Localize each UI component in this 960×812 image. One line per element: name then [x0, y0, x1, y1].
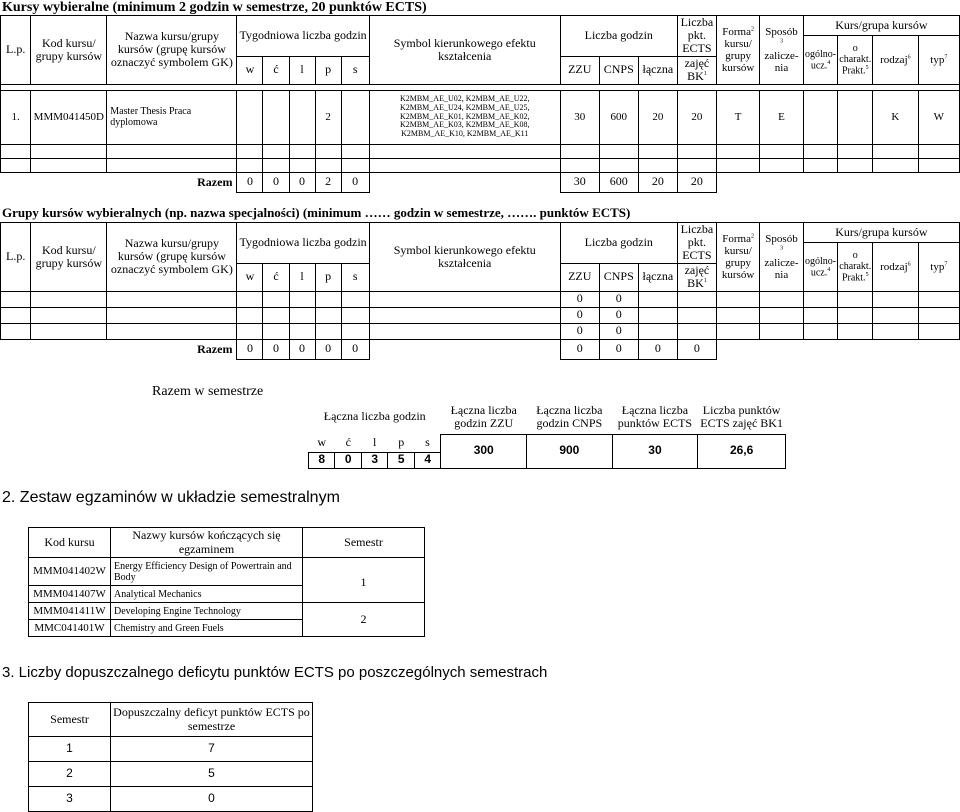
g-header-p: p: [315, 263, 341, 291]
exam-nazwa: Developing Engine Technology: [111, 603, 303, 620]
exams-h-nazwy: Nazwy kursów kończących się egzaminem: [111, 528, 303, 558]
g-header-c: ć: [263, 263, 289, 291]
header-liczba-pkt: Liczba pkt. ECTS: [677, 16, 716, 57]
g-header-o-charakt: o charakt. Prakt.$^5$: [838, 243, 873, 292]
deficit-h-semestr: Semestr: [29, 703, 111, 737]
table-row: [1, 323, 960, 339]
header-kurs-grupa: Kurs/grupa kursów: [803, 16, 959, 36]
g-razem-p: 0: [315, 339, 341, 359]
summary-vc: 0: [335, 452, 361, 468]
row-rodzaj: K: [873, 90, 919, 144]
g-header-rodzaj: rodzaj$^6$: [873, 243, 919, 292]
razem-zzu: 30: [560, 172, 599, 192]
summary-c: ć: [345, 435, 351, 450]
exam-kod: MMM041407W: [29, 586, 111, 603]
g-header-zzu: ZZU: [560, 263, 599, 291]
deficit-value: 7: [111, 737, 313, 762]
header-laczna: łączna: [638, 56, 677, 84]
row-nazwa: Master Thesis Praca dyplomowa: [107, 90, 237, 144]
summary-col5: Liczba punktów ECTS zajęć BK1: [700, 402, 783, 430]
row-p: 2: [315, 90, 341, 144]
exam-kod: MMM041411W: [29, 603, 111, 620]
g-razem-s: 0: [341, 339, 369, 359]
summary-col3: Łączna liczba godzin CNPS: [536, 402, 603, 430]
summary-s: s: [425, 435, 430, 450]
g-header-l: l: [289, 263, 315, 291]
header-rodzaj: rodzaj$^6$: [873, 36, 919, 85]
g-header-w: w: [237, 263, 263, 291]
g-header-lp: L.p.: [1, 223, 31, 292]
g-header-forma: Forma$^2$ kursu/ grupy kursów: [716, 223, 759, 292]
deficit-semestr: 2: [29, 762, 111, 787]
row-laczna: 20: [638, 90, 677, 144]
row-typ: W: [918, 90, 959, 144]
exam-semestr-1: 1: [303, 558, 425, 603]
summary-col4: Łączna liczba punktów ECTS: [617, 402, 693, 430]
g-row-cnps: 0: [599, 307, 638, 323]
g-razem-zzu: 0: [560, 339, 599, 359]
header-liczba-godzin: Liczba godzin: [560, 16, 677, 57]
header-l: l: [289, 56, 315, 84]
header-typ: typ$^7$: [918, 36, 959, 85]
row-prakt: [838, 90, 873, 144]
table-row: [29, 762, 313, 787]
g-razem-bk: 0: [677, 339, 716, 359]
exam-nazwa: Analytical Mechanics: [111, 586, 303, 603]
header-kod: Kod kursu/ grupy kursów: [31, 16, 107, 85]
summary-col2: Łączna liczba godzin ZZU: [450, 402, 517, 430]
exam-nazwa: Energy Efficiency Design of Powertrain and Body: [111, 558, 303, 586]
elective-groups-table: [0, 222, 960, 360]
exams-table: [28, 527, 425, 637]
row-w: [237, 90, 263, 144]
razem-c: 0: [263, 172, 289, 192]
header-c: ć: [263, 56, 289, 84]
g-razem-laczna: 0: [638, 339, 677, 359]
table-row: [1, 307, 960, 323]
table-row: [1, 90, 960, 144]
header-nazwa: Nazwa kursu/grupy kursów (grupę kursów oznaczyć symbolem GK): [107, 16, 237, 85]
exam-kod: MMC041401W: [29, 620, 111, 637]
header-p: p: [315, 56, 341, 84]
summary-zzu: 300: [441, 434, 527, 468]
g-header-zajec-bk: zajęć $BK^1$: [677, 263, 716, 291]
g-header-liczba-pkt: Liczba pkt. ECTS: [677, 223, 716, 264]
g-razem-w: 0: [237, 339, 263, 359]
header-cnps: CNPS: [599, 56, 638, 84]
header-w: w: [237, 56, 263, 84]
row-ogolno: [803, 90, 838, 144]
deficit-h-deficyt: Dopuszczalny deficyt punktów ECTS po semestrze: [111, 703, 313, 737]
g-header-kod: Kod kursu/ grupy kursów: [31, 223, 107, 292]
g-header-sposob: Sposób $^3$ zalicze- nia: [760, 223, 803, 292]
header-forma: Forma$^2$ kursu/ grupy kursów: [716, 16, 759, 85]
exam-nazwa: Chemistry and Green Fuels: [111, 620, 303, 637]
table-row: [1, 291, 960, 307]
exam-kod: MMM041402W: [29, 558, 111, 586]
razem-p: 2: [315, 172, 341, 192]
exams-title: 2. Zestaw egzaminów w układzie semestralnym: [2, 489, 340, 506]
row-sposob: E: [760, 90, 803, 144]
row-zzu: 30: [560, 90, 599, 144]
razem-laczna: 20: [638, 172, 677, 192]
summary-col1: Łączna liczba godzin: [323, 409, 426, 424]
row-cnps: 600: [599, 90, 638, 144]
row-kod: MMM041450D: [31, 90, 107, 144]
g-header-liczba-godzin: Liczba godzin: [560, 223, 677, 264]
header-zzu: ZZU: [560, 56, 599, 84]
summary-l: l: [373, 435, 377, 450]
g-header-laczna: łączna: [638, 263, 677, 291]
summary-vp: 5: [388, 452, 414, 468]
g-razem-label: Razem: [197, 341, 233, 356]
g-row-zzu: 0: [560, 291, 599, 307]
row-c: [263, 90, 289, 144]
header-ogolno: ogólno- ucz.$^4$: [803, 36, 838, 85]
elective-courses-table: [0, 15, 960, 193]
razem-s: 0: [341, 172, 369, 192]
g-header-s: s: [341, 263, 369, 291]
row-symbol: K2MBM_AE_U02, K2MBM_AE_U22, K2MBM_AE_U24, K2MBM_AE_U25, K2MBM_AE_K01, K2MBM_AE_K02, K2MBM_AE_K03, K2MBM_AE_K08, K2MBM_AE_K10, K2MBM_AE_K11: [369, 90, 560, 144]
summary-p: p: [398, 435, 405, 450]
summary-w: w: [317, 435, 327, 450]
header-lp: L.p.: [1, 16, 31, 85]
razem-w: 0: [237, 172, 263, 192]
deficit-semestr: 3: [29, 787, 111, 812]
summary-vs: 4: [414, 452, 440, 468]
razem-cnps: 600: [599, 172, 638, 192]
header-sposob: Sposób $^3$ zalicze- nia: [760, 16, 803, 85]
section1-title: Kursy wybieralne (minimum 2 godzin w semestrze, 20 punktów ECTS): [2, 0, 427, 15]
summary-table: [308, 400, 786, 469]
header-zajec-bk: zajęć $BK^1$: [677, 56, 716, 84]
summary-ects: 30: [612, 434, 698, 468]
section2-title: Grupy kursów wybieralnych (np. nazwa specjalności) (minimum …… godzin w semestrze, ……. punktów ECTS): [2, 205, 631, 220]
table-row: [29, 787, 313, 812]
summary-cnps: 900: [527, 434, 613, 468]
deficit-value: 0: [111, 787, 313, 812]
razem-bk: 20: [677, 172, 716, 192]
row-bk: 20: [677, 90, 716, 144]
table-row: [29, 737, 313, 762]
g-row-zzu: 0: [560, 323, 599, 339]
header-symbol: Symbol kierunkowego efektu kształcenia: [369, 16, 560, 85]
header-tygodniowa: Tygodniowa liczba godzin: [237, 16, 369, 57]
g-row-cnps: 0: [599, 323, 638, 339]
g-row-cnps: 0: [599, 291, 638, 307]
g-header-ogolno: ogólno- ucz.$^4$: [803, 243, 838, 292]
summary-vl: 3: [361, 452, 387, 468]
summary-vw: 8: [309, 452, 335, 468]
header-o-charakt: o charakt. Prakt.$^5$: [838, 36, 873, 85]
row-s: [341, 90, 369, 144]
razem-label: Razem: [197, 174, 233, 189]
row-forma: T: [716, 90, 759, 144]
razem-l: 0: [289, 172, 315, 192]
deficit-value: 5: [111, 762, 313, 787]
row-l: [289, 90, 315, 144]
exam-semestr-2: 2: [303, 603, 425, 637]
g-header-cnps: CNPS: [599, 263, 638, 291]
g-header-typ: typ$^7$: [918, 243, 959, 292]
summary-title: Razem w semestrze: [152, 384, 264, 399]
summary-bk: 26,6: [698, 434, 786, 468]
row-lp: 1.: [1, 90, 31, 144]
exams-h-semestr: Semestr: [303, 528, 425, 558]
razem-row: [1, 172, 960, 192]
g-header-kurs-grupa: Kurs/grupa kursów: [803, 223, 959, 243]
g-header-symbol: Symbol kierunkowego efektu kształcenia: [369, 223, 560, 292]
g-row-zzu: 0: [560, 307, 599, 323]
g-razem-l: 0: [289, 339, 315, 359]
header-s: s: [341, 56, 369, 84]
g-razem-c: 0: [263, 339, 289, 359]
g-header-nazwa: Nazwa kursu/grupy kursów (grupę kursów oznaczyć symbolem GK): [107, 223, 237, 292]
table-row: [29, 558, 425, 586]
g-header-tygodniowa: Tygodniowa liczba godzin: [237, 223, 369, 264]
exams-h-kod: Kod kursu: [29, 528, 111, 558]
deficit-semestr: 1: [29, 737, 111, 762]
table-row: [29, 603, 425, 620]
deficit-table: [28, 702, 313, 812]
razem-row: [1, 339, 960, 359]
deficit-title: 3. Liczby dopuszczalnego deficytu punktów ECTS po poszczególnych semestrach: [2, 664, 548, 681]
g-razem-cnps: 0: [599, 339, 638, 359]
